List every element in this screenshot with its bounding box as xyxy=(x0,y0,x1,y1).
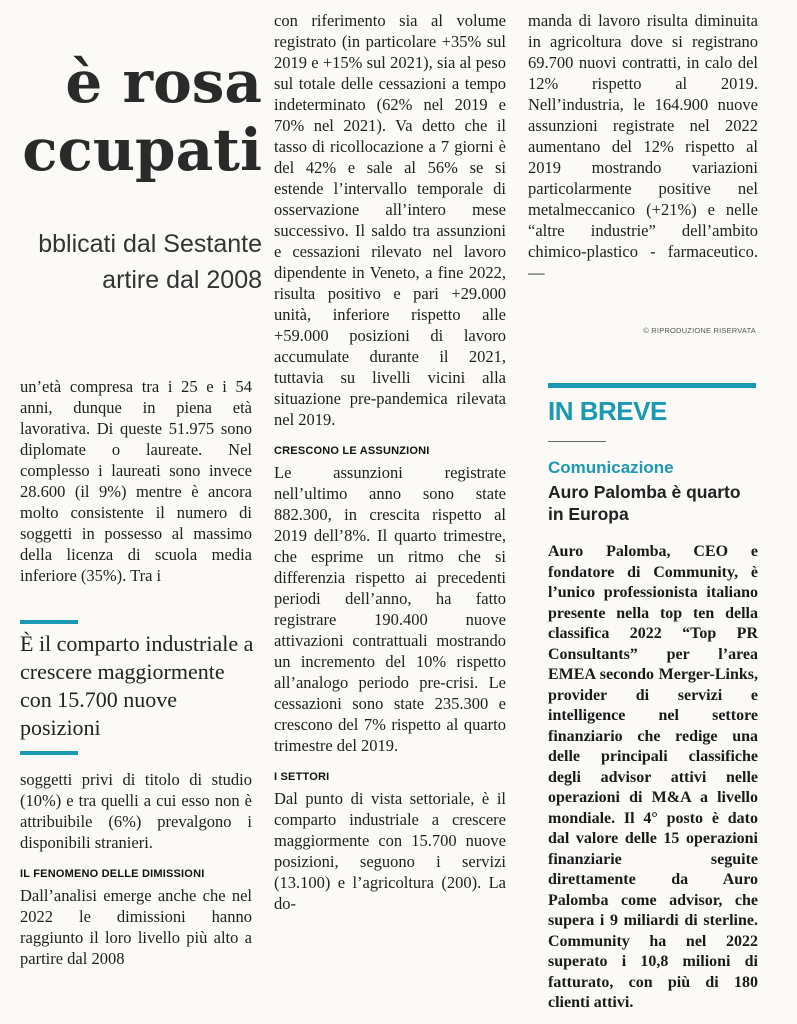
column-2-paragraph-b: Le assunzioni registrate nell’ultimo anno sono state 882.300, in crescita rispetto al 2019 dell’8%. Il quarto trimestre, che esprime un ritmo che si differenzia rispetto ai precedenti periodi dell’anno, ha fatto registrare 190.400 nuove attivazioni contrattuali mostrando un incremento del 10% rispetto all’analogo periodo pre-crisi. Le cessazioni sono state 235.300 e crescono del 7% rispetto al quarto trimestre del 2019. xyxy=(274,463,506,755)
article-column-1-bottom xyxy=(20,769,252,969)
brief-section-label: IN BREVE xyxy=(548,396,667,426)
headline-line-1: è rosa xyxy=(65,48,262,116)
brief-body: Auro Palomba, CEO e fondatore di Community, è l’unico professionista italiano presente nella top ten della classifica 2022 “Top PR Consultants” per l’area EMEA secondo Merger-Links, provider di servizi e intelligence nel settore finanziario che redige una delle principali classifiche degli advisor attivi nelle operazioni di M&A a livello mondiale. Il 4° posto è dato dal valore delle 15 operazioni finanziarie seguite direttamente da Auro Palomba come advisor, che supera i 9 miliardi di sterline. Community ha nel 2022 superato i 10,8 milioni di fatturato, con più di 180 clienti attivi. xyxy=(548,543,758,1011)
pullquote-bottom-rule xyxy=(20,751,78,755)
column-1-paragraph-a: un’età compresa tra i 25 e i 54 anni, dunque in piena età lavorativa. Di queste 51.975 sono diplomate o laureate. Nel complesso i laureati sono invece 28.600 (il 9%) mentre è ancora molto consistente il numero di soggetti in possesso al massimo della licenza di scuola media inferiore (35%). Tra i xyxy=(20,377,252,585)
pullquote: È il comparto industriale a crescere maggiormente con 15.700 nuove posizioni xyxy=(20,631,254,740)
section-title-dimissioni: IL FENOMENO DELLE DIMISSIONI xyxy=(20,868,205,880)
copyright-notice: © RIPRODUZIONE RISERVATA xyxy=(643,326,756,335)
subhead-line-1: bblicati dal Sestante xyxy=(38,230,262,258)
article-subheadline xyxy=(0,226,262,298)
article-column-3 xyxy=(528,10,758,283)
column-1-paragraph-b: soggetti privi di titolo di studio (10%) e tra quelli a cui esso non è attribuibile (6%) prevalgono i disponibili stranieri. xyxy=(20,770,252,852)
brief-divider xyxy=(548,441,606,442)
section-title-settori: I SETTORI xyxy=(274,771,330,783)
brief-kicker: Comunicazione xyxy=(548,458,674,477)
subhead-line-2: artire dal 2008 xyxy=(102,266,262,294)
pullquote-top-rule xyxy=(20,620,78,624)
column-1-paragraph-c: Dall’analisi emerge anche che nel 2022 le dimissioni hanno raggiunto il loro livello più alto a partire dal 2008 xyxy=(20,886,252,968)
article-column-2 xyxy=(274,10,506,914)
column-3-paragraph-a: manda di lavoro risulta diminuita in agricoltura dove si registrano 69.700 nuovi contratti, in calo del 12% rispetto al 2019. Nell’industria, le 164.900 nuove assunzioni registrate nel 2022 aumentano del 12% rispetto al 2019 mostrando variazioni particolarmente positive nel metalmeccanico (+21%) e nelle “altre industrie” dell’ambito chimico-plastico - farmaceutico.— xyxy=(528,11,758,282)
section-title-assunzioni: CRESCONO LE ASSUNZIONI xyxy=(274,445,430,457)
article-column-1-top xyxy=(20,376,252,586)
brief-top-rule xyxy=(548,383,756,388)
brief-headline: Auro Palomba è quarto in Europa xyxy=(548,482,741,524)
column-2-paragraph-c: Dal punto di vista settoriale, è il comparto industriale a crescere maggiormente con 15.700 nuove posizioni, seguono i servizi (13.100) e l’agricoltura (200). La do- xyxy=(274,789,506,913)
article-headline xyxy=(0,48,262,184)
headline-line-2: ccupati xyxy=(22,116,262,184)
column-2-paragraph-a: con riferimento sia al volume registrato (in particolare +35% sul 2019 e +15% sul 2021), sia al peso sul totale delle cessazioni a tempo indeterminato (62% nel 2019 e 70% nel 2021). Va detto che il tasso di ricollocazione a 7 giorni è del 42% e sale al 56% se si estende l’intervallo temporale di osservazione all’intero mese successivo. Il saldo tra assunzioni e cessazioni rilevato nel lavoro dipendente in Veneto, a fine 2022, risulta positivo e pari +29.000 unità, inferiore rispetto alle +59.000 posizioni di lavoro accumulate durante il 2021, tuttavia su livelli vicini alla situazione pre-pandemica rilevata nel 2019. xyxy=(274,11,506,429)
